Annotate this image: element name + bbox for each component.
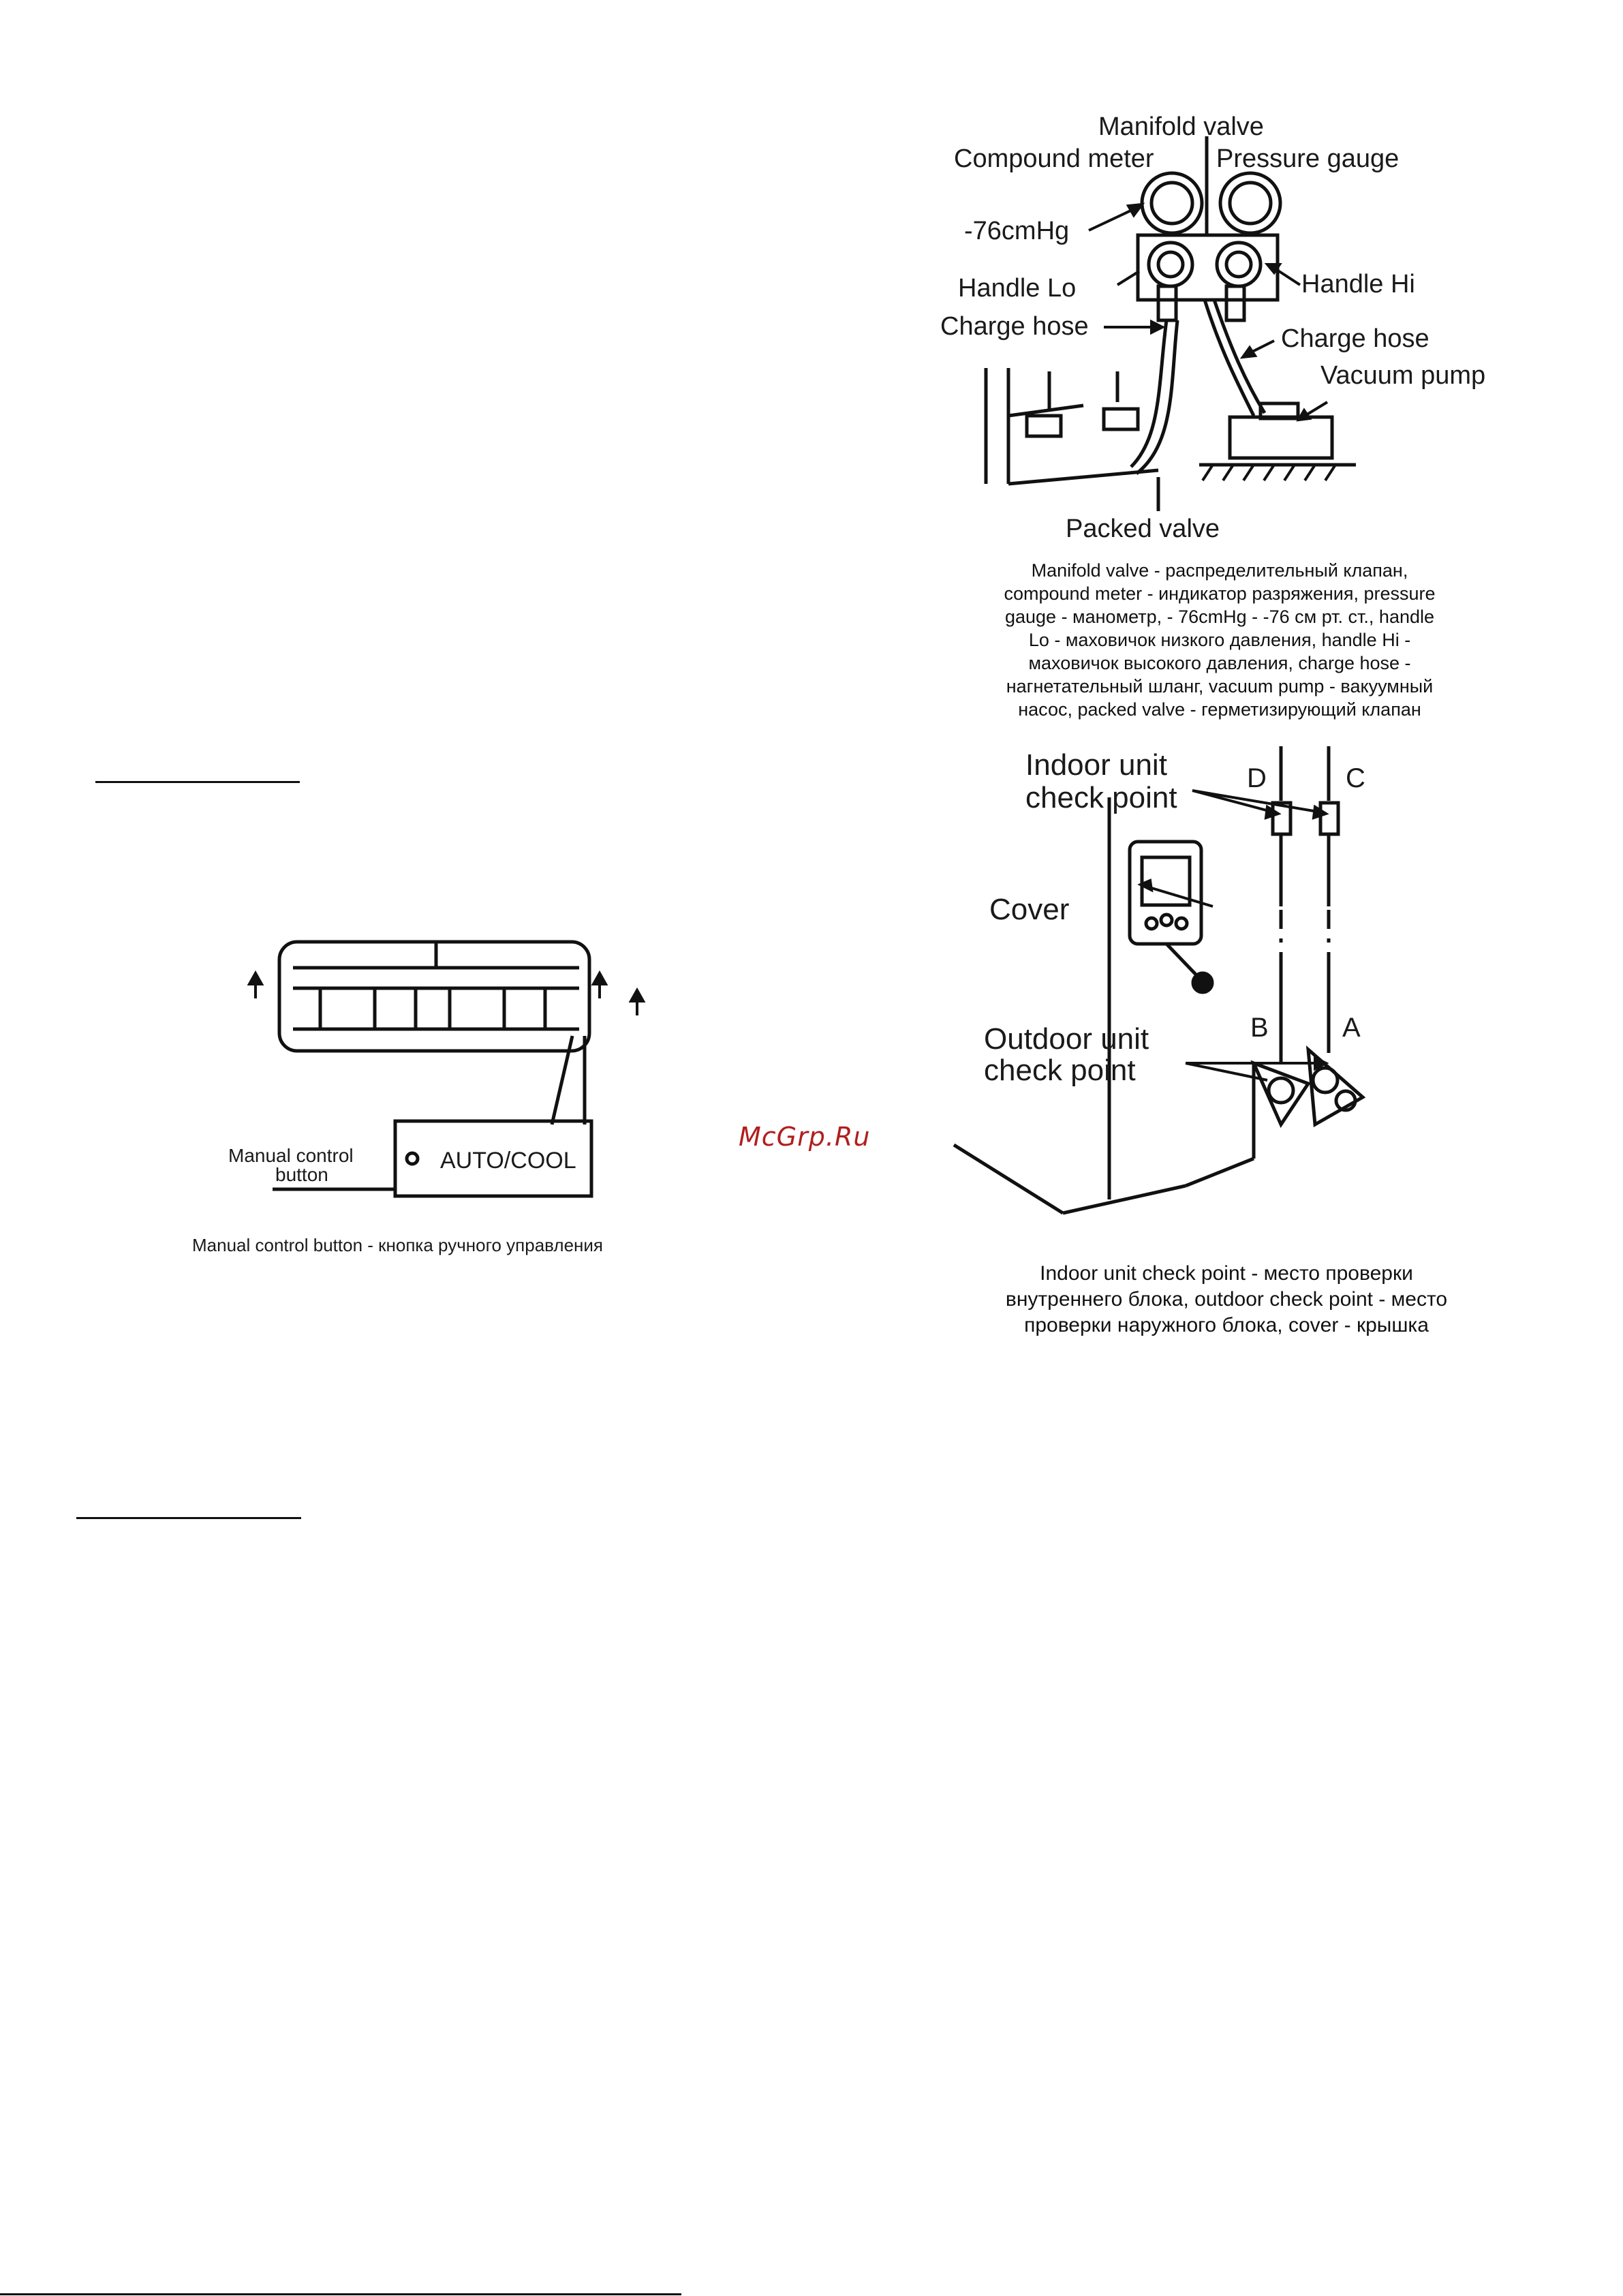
handle-lo-label: Handle Lo bbox=[958, 274, 1077, 303]
vacuum-reading-label: -76cmHg bbox=[964, 217, 1070, 245]
vacuum-pump-label: Vacuum pump bbox=[1320, 361, 1486, 390]
section-rule bbox=[95, 781, 300, 783]
caption-line: compound meter - индикатор разряжения, pressure bbox=[1004, 583, 1436, 604]
caption-line: нагнетательный шланг, vacuum pump - вакуумный bbox=[1006, 676, 1434, 697]
manifold-valve-label: Manifold valve bbox=[1098, 112, 1264, 141]
indoor-unit-drawing bbox=[0, 0, 954, 1295]
caption-line: проверки наружного блока, cover - крышка bbox=[1024, 1314, 1429, 1336]
caption-line: gauge - манометр, - 76cmHg - -76 см рт. ст., handle bbox=[1004, 607, 1435, 627]
bottom-rule bbox=[0, 2293, 681, 2295]
caption-line: Lo - маховичок низкого давления, handle Hi - bbox=[1028, 630, 1411, 650]
watermark: McGrp.Ru bbox=[739, 1122, 871, 1152]
cover-label: Cover bbox=[989, 893, 1070, 926]
charge-hose-right-label: Charge hose bbox=[1281, 324, 1429, 353]
caption-line: внутреннего блока, outdoor check point - место bbox=[1005, 1288, 1448, 1311]
label-b: B bbox=[1250, 1013, 1269, 1043]
compound-meter-label: Compound meter bbox=[954, 144, 1154, 173]
check-point-caption bbox=[940, 1261, 1513, 1338]
caption-line: Manifold valve - распределительный клапан, bbox=[1031, 560, 1408, 581]
pressure-gauge-label: Pressure gauge bbox=[1216, 144, 1400, 173]
section-rule bbox=[76, 1517, 301, 1519]
indoor-check-label-2: check point bbox=[1025, 781, 1177, 814]
caption-line: Indoor unit check point - место проверки bbox=[1040, 1262, 1413, 1285]
outdoor-check-label-2: check point bbox=[984, 1054, 1136, 1087]
charge-hose-left-label: Charge hose bbox=[940, 312, 1089, 341]
manual-control-label-2: button bbox=[275, 1164, 328, 1185]
manual-control-caption: Manual control button - кнопка ручного управления bbox=[192, 1235, 603, 1255]
outdoor-check-label-1: Outdoor unit bbox=[984, 1022, 1149, 1056]
label-c: C bbox=[1346, 763, 1365, 793]
auto-cool-button-label: AUTO/COOL bbox=[440, 1148, 576, 1174]
label-a: A bbox=[1342, 1013, 1361, 1043]
caption-line: маховичок высокого давления, charge hose - bbox=[1028, 653, 1411, 673]
label-d: D bbox=[1247, 763, 1267, 793]
caption-line: насос, packed valve - герметизирующий клапан bbox=[1018, 699, 1421, 720]
packed-valve-label: Packed valve bbox=[1066, 515, 1220, 543]
handle-hi-label: Handle Hi bbox=[1301, 270, 1415, 299]
indoor-check-label-1: Indoor unit bbox=[1025, 748, 1167, 782]
manual-control-label-1: Manual control bbox=[228, 1145, 354, 1166]
